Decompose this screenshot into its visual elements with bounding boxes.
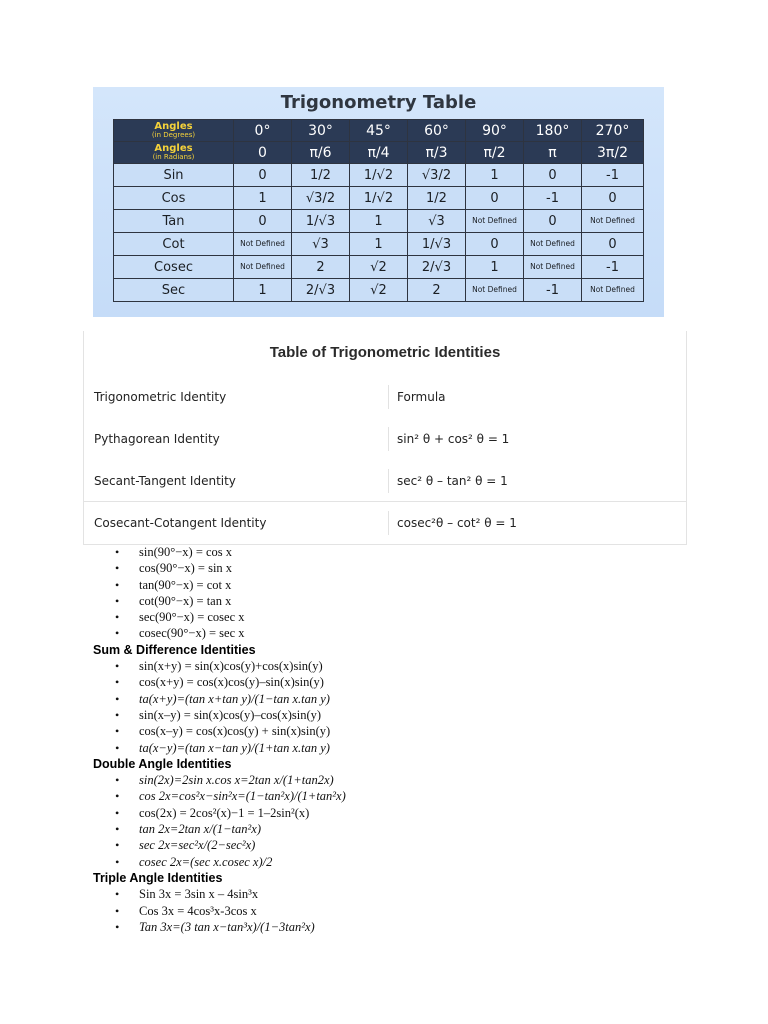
trig-value-cell: Not Defined	[524, 233, 582, 256]
header-label-text: Angles	[154, 142, 193, 154]
trig-value-cell: 1/√2	[350, 187, 408, 210]
radians-row-cell: π/3	[408, 142, 466, 164]
trig-row-cot	[114, 233, 644, 256]
column-divider	[388, 511, 389, 535]
trig-value-cell: √3	[292, 233, 350, 256]
function-name: Sin	[114, 164, 234, 187]
identity-list-item: • sec(90°−x) = cosec x	[93, 609, 693, 625]
identity-list-item: • tan(90°−x) = cot x	[93, 577, 693, 593]
identity-list-item: • cos(90°−x) = sin x	[93, 560, 693, 576]
radians-row	[114, 142, 644, 164]
trig-value-cell: Not Defined	[524, 256, 582, 279]
identity-list-item: • ta(x−y)=(tan x−tan y)/(1+tan x.tan y)	[93, 740, 693, 756]
trig-value-cell: 0	[466, 187, 524, 210]
radians-row-cell: 0	[234, 142, 292, 164]
trig-value-cell: 1/√3	[408, 233, 466, 256]
identity-list-item: • cosec(90°−x) = sec x	[93, 625, 693, 641]
triple-angle-heading: Triple Angle Identities	[93, 870, 223, 885]
identities-table	[83, 331, 687, 545]
radians-row-cell: π/2	[466, 142, 524, 164]
trig-value-cell: 1	[350, 233, 408, 256]
trig-value-cell: √3	[408, 210, 466, 233]
degrees-row-cell: 180°	[524, 120, 582, 142]
identity-name: Cosecant-Cotangent Identity	[94, 516, 267, 530]
function-name: Tan	[114, 210, 234, 233]
trig-value-cell: Not Defined	[466, 279, 524, 302]
identity-list-item: • cos 2x=cos²x−sin²x=(1−tan²x)/(1+tan²x)	[93, 788, 693, 804]
trig-value-cell: 2	[408, 279, 466, 302]
function-name: Cos	[114, 187, 234, 210]
identities-table-row	[84, 418, 686, 460]
trig-value-cell: Not Defined	[234, 256, 292, 279]
column-divider	[388, 427, 389, 451]
trig-value-cell: √3/2	[292, 187, 350, 210]
header-label-sub: (in Radians)	[152, 152, 195, 161]
trig-value-cell: 0	[582, 233, 644, 256]
degrees-row-cell: 0°	[234, 120, 292, 142]
trig-value-cell: Not Defined	[466, 210, 524, 233]
identity-formula: sin² θ + cos² θ = 1	[397, 432, 510, 446]
trig-value-cell: -1	[582, 164, 644, 187]
identity-formula: sec² θ – tan² θ = 1	[397, 474, 508, 488]
cofunction-list	[93, 544, 693, 642]
trig-value-cell: 1	[234, 187, 292, 210]
trig-value-cell: 2	[292, 256, 350, 279]
trig-value-cell: 1	[350, 210, 408, 233]
trig-value-cell: √3/2	[408, 164, 466, 187]
trig-row-tan	[114, 210, 644, 233]
trig-value-cell: 1/√3	[292, 210, 350, 233]
trig-row-sin	[114, 164, 644, 187]
sum-difference-list	[93, 658, 693, 756]
radians-row-cell: π/6	[292, 142, 350, 164]
identities-table-title: Table of Trigonometric Identities	[269, 344, 501, 361]
column-divider	[388, 385, 389, 409]
identity-list-item: • cosec 2x=(sec x.cosec x)/2	[93, 854, 693, 870]
identities-table-row	[84, 376, 686, 418]
identity-name: Pythagorean Identity	[94, 432, 220, 446]
header-label-text: Angles	[154, 120, 193, 132]
identity-name: Secant-Tangent Identity	[94, 474, 236, 488]
degrees-row-label	[114, 120, 234, 142]
trig-value-cell: Not Defined	[234, 233, 292, 256]
identity-lists	[93, 544, 693, 935]
radians-row-label	[114, 142, 234, 164]
identity-list-item: • cot(90°−x) = tan x	[93, 593, 693, 609]
degrees-row-cell: 60°	[408, 120, 466, 142]
identity-list-item: • sin(2x)=2sin x.cos x=2tan x/(1+tan2x)	[93, 772, 693, 788]
trig-row-cos	[114, 187, 644, 210]
trig-row-sec	[114, 279, 644, 302]
trig-value-cell: 1	[466, 164, 524, 187]
degrees-row-cell: 270°	[582, 120, 644, 142]
identity-list-item: • sin(x–y) = sin(x)cos(y)–cos(x)sin(y)	[93, 707, 693, 723]
trig-value-cell: 1/√2	[350, 164, 408, 187]
radians-row-cell: 3π/2	[582, 142, 644, 164]
identity-list-item: • cos(x+y) = cos(x)cos(y)–sin(x)sin(y)	[93, 674, 693, 690]
trig-value-cell: -1	[524, 187, 582, 210]
function-name: Sec	[114, 279, 234, 302]
identity-list-item: • sec 2x=sec²x/(2−sec²x)	[93, 837, 693, 853]
trig-value-cell: 0	[466, 233, 524, 256]
identity-list-item: • Cos 3x = 4cos³x-3cos x	[93, 903, 693, 919]
identity-list-item: • sin(x+y) = sin(x)cos(y)+cos(x)sin(y)	[93, 658, 693, 674]
trig-value-cell: 1/2	[408, 187, 466, 210]
trig-value-cell: 0	[234, 164, 292, 187]
trig-value-cell: √2	[350, 279, 408, 302]
triple-angle-list	[93, 886, 693, 935]
function-name: Cot	[114, 233, 234, 256]
trig-value-cell: Not Defined	[582, 279, 644, 302]
degrees-row-cell: 30°	[292, 120, 350, 142]
identity-formula: cosec²θ – cot² θ = 1	[397, 516, 517, 530]
identity-name: Trigonometric Identity	[94, 390, 227, 404]
identity-list-item: • Tan 3x=(3 tan x−tan³x)/(1−3tan²x)	[93, 919, 693, 935]
identities-table-row	[84, 501, 686, 544]
identity-list-item: • cos(2x) = 2cos²(x)−1 = 1–2sin²(x)	[93, 805, 693, 821]
trig-table-title: Trigonometry Table	[280, 92, 477, 113]
degrees-row	[114, 120, 644, 142]
radians-row-cell: π/4	[350, 142, 408, 164]
trig-value-cell: 0	[234, 210, 292, 233]
degrees-row-cell: 90°	[466, 120, 524, 142]
trig-value-cell: 1	[466, 256, 524, 279]
trig-value-cell: Not Defined	[582, 210, 644, 233]
trig-value-cell: 1/2	[292, 164, 350, 187]
sum-difference-heading: Sum & Difference Identities	[93, 642, 256, 657]
trig-value-cell: 0	[582, 187, 644, 210]
identity-list-item: • tan 2x=2tan x/(1−tan²x)	[93, 821, 693, 837]
trig-value-cell: 2/√3	[292, 279, 350, 302]
trig-value-cell: -1	[582, 256, 644, 279]
identity-formula: Formula	[397, 390, 446, 404]
column-divider	[388, 469, 389, 493]
trig-value-cell: 1	[234, 279, 292, 302]
trigonometry-table-image	[93, 87, 664, 317]
double-angle-heading: Double Angle Identities	[93, 756, 232, 771]
degrees-row-cell: 45°	[350, 120, 408, 142]
trig-row-cosec	[114, 256, 644, 279]
identity-list-item: • Sin 3x = 3sin x – 4sin³x	[93, 886, 693, 902]
function-name: Cosec	[114, 256, 234, 279]
trig-value-cell: 0	[524, 210, 582, 233]
identities-table-row	[84, 460, 686, 502]
trig-value-cell: 0	[524, 164, 582, 187]
trig-value-cell: √2	[350, 256, 408, 279]
identity-list-item: • cos(x–y) = cos(x)cos(y) + sin(x)sin(y)	[93, 723, 693, 739]
radians-row-cell: π	[524, 142, 582, 164]
identity-list-item: • sin(90°−x) = cos x	[93, 544, 693, 560]
identity-list-item: • ta(x+y)=(tan x+tan y)/(1−tan x.tan y)	[93, 691, 693, 707]
header-label-sub: (in Degrees)	[151, 130, 196, 139]
trig-value-cell: -1	[524, 279, 582, 302]
double-angle-list	[93, 772, 693, 870]
trig-values-table	[113, 119, 644, 302]
trig-value-cell: 2/√3	[408, 256, 466, 279]
